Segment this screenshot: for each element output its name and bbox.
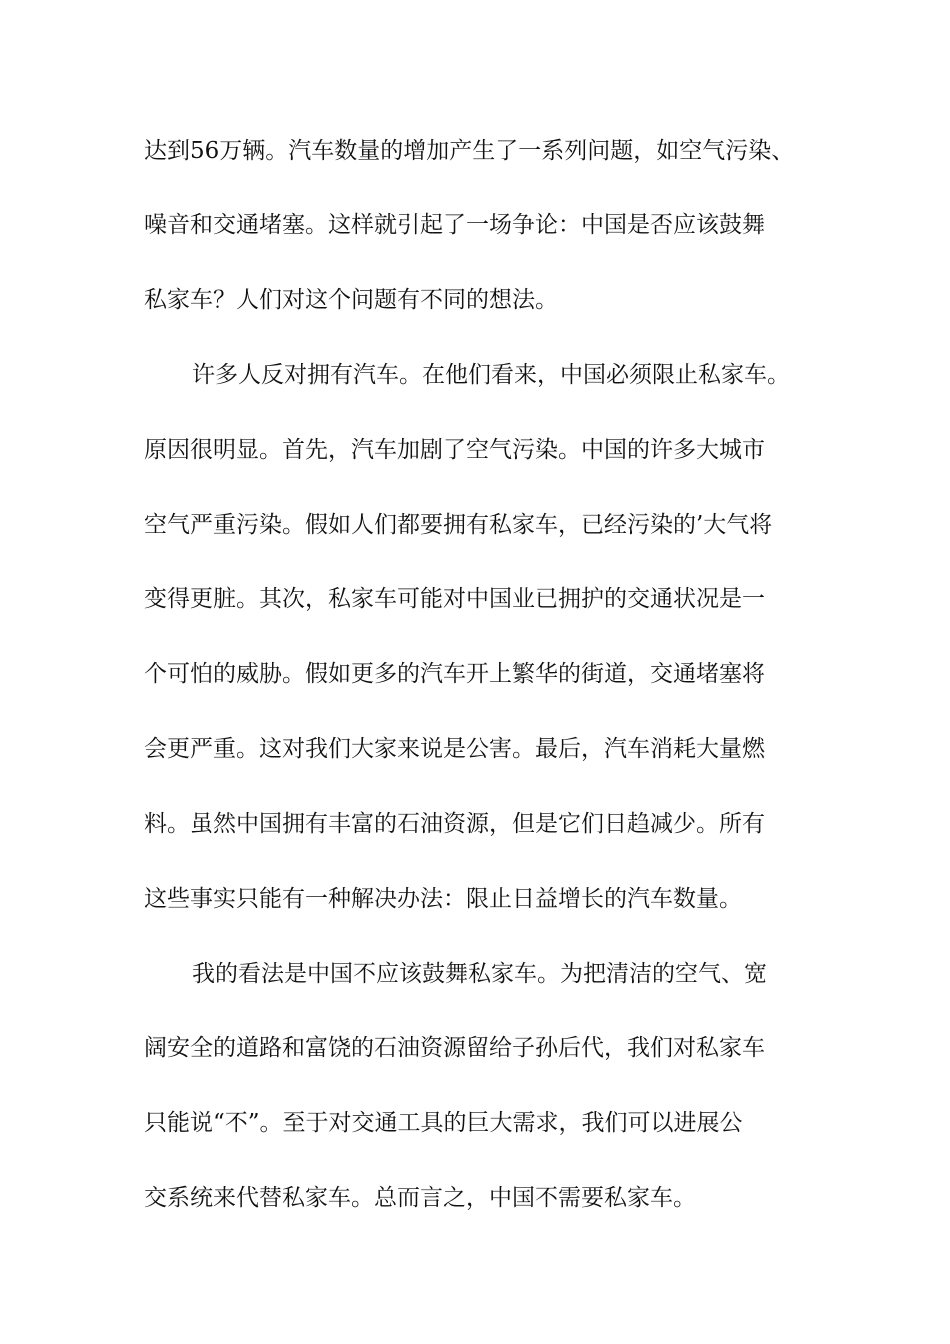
paragraph-3-line-4: 交系统来代替私家车。总而言之，中国不需要私家车。 [144, 1185, 696, 1211]
paragraph-3-line-3: 只能说“不”。至于对交通工具的巨大需求，我们可以进展公 [144, 1110, 743, 1136]
paragraph-3-line-1: 我的看法是中国不应该鼓舞私家车。为把清洁的空气、宽 [192, 961, 767, 987]
paragraph-2-line-2: 原因很明显。首先，汽车加剧了空气污染。中国的许多大城市 [144, 437, 765, 463]
paragraph-2-line-6: 会更严重。这对我们大家来说是公害。最后，汽车消耗大量燃 [144, 736, 765, 762]
paragraph-1-line-1: 达到56万辆。汽车数量的增加产生了一系列问题，如空气污染、 [144, 138, 795, 164]
paragraph-1-line-3: 私家车？人们对这个问题有不同的想法。 [144, 287, 558, 313]
paragraph-3-line-2: 阔安全的道路和富饶的石油资源留给子孙后代，我们对私家车 [144, 1035, 765, 1061]
paragraph-2-line-1: 许多人反对拥有汽车。在他们看来，中国必须限止私家车。 [192, 362, 790, 388]
paragraph-2-line-5: 个可怕的威胁。假如更多的汽车开上繁华的街道，交通堵塞将 [144, 661, 765, 687]
paragraph-1-line-2: 噪音和交通堵塞。这样就引起了一场争论：中国是否应该鼓舞 [144, 212, 765, 238]
paragraph-2-line-8: 这些事实只能有一种解决办法：限止日益增长的汽车数量。 [144, 886, 742, 912]
paragraph-2-line-7: 料。虽然中国拥有丰富的石油资源，但是它们日趋减少。所有 [144, 811, 765, 837]
paragraph-2-line-4: 变得更脏。其次，私家车可能对中国业已拥护的交通状况是一 [144, 586, 765, 612]
paragraph-2-line-3: 空气严重污染。假如人们都要拥有私家车，已经污染的’大气将 [144, 512, 773, 538]
